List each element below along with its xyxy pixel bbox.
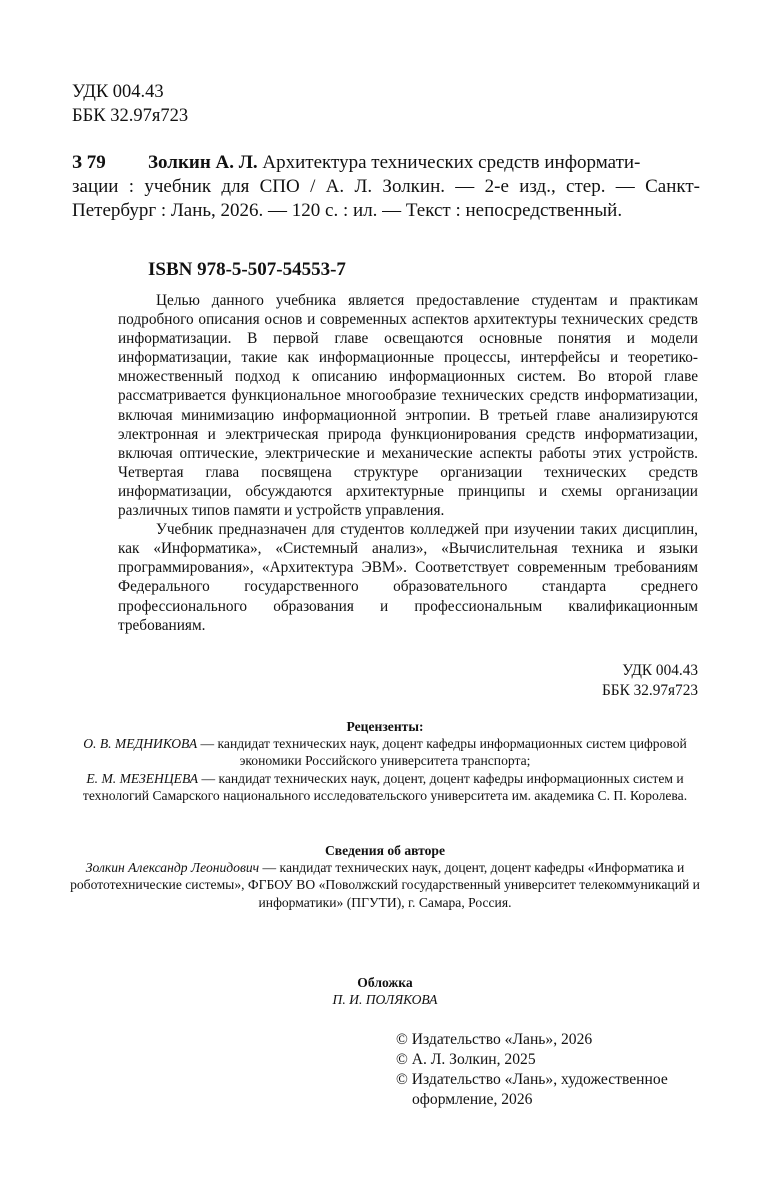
reviewers-section [60, 718, 710, 804]
author-info-heading: Сведения об авторе [324, 843, 446, 858]
udk-header [72, 80, 188, 128]
annotation-paragraph-2: Учебник предназначен для студентов колледжей при изучении таких дисциплин, как «Информатика», «Системный анализ», «Вычислительная техника и языки программирования», «Архитектура ЭВМ». Соответствует современным требованиям Федерального государственного образовательного стандарта среднего профессионального образования и профессиональным квалификационным требованиям. [118, 521, 698, 634]
author-info-section [60, 842, 710, 911]
copyright-line: © А. Л. Золкин, 2025 [396, 1051, 536, 1068]
reviewer-2-name: Е. М. МЕЗЕНЦЕВА [86, 770, 199, 786]
title-continuation: зации : учебник для СПО / А. Л. Золкин. — 2-е изд., стер. — Санкт-Петербург : Лань, 2026. — 120 с. : ил. — Текст : непосредственный. [72, 176, 700, 221]
author-full-name: Золкин Александр Леонидович [85, 860, 260, 876]
isbn: ISBN 978-5-507-54553-7 [148, 259, 346, 280]
bibliographic-record [72, 151, 700, 223]
annotation [118, 291, 698, 635]
udk-code: УДК 004.43 [72, 82, 164, 102]
reviewer-1-text: — кандидат технических наук, доцент кафедры информационных систем цифровой экономики Российского университета транспорта; [197, 736, 687, 769]
udk-code-right: УДК 004.43 [622, 662, 698, 679]
cover-section [60, 974, 710, 1008]
author-name: Золкин А. Л. [148, 152, 258, 173]
udk-footer [602, 661, 698, 700]
author-mark: З 79 [72, 152, 106, 173]
cover-designer: П. И. ПОЛЯКОВА [332, 992, 438, 1008]
cover-heading: Обложка [357, 975, 413, 990]
reviewer-2-text: — кандидат технических наук, доцент, доцент кафедры информационных систем и технологий Самарского национального исследовательского университета им. академика С. П. Королева. [82, 770, 688, 803]
bbk-code: ББК 32.97я723 [72, 106, 189, 126]
reviewers-heading: Рецензенты: [346, 719, 424, 734]
reviewer-1-name: О. В. МЕДНИКОВА [83, 736, 198, 752]
copyright-line: © Издательство «Лань», художественное оформление, 2026 [396, 1071, 668, 1108]
annotation-paragraph-1: Целью данного учебника является предоставление студентам и практикам подробного описания основ и современных аспектов архитектуры технических средств информатизации. В первой главе освещаются основные понятия и модели информатизации, такие как информационные процессы, интерфейсы и теоретико-множественный подход к описанию информационных систем. Во второй главе рассматривается функциональное многообразие технических средств информатизации, включая минимизацию информационной энтропии. В третьей главе анализируются электронная и электрическая природа функционирования средств информатизации, включая оптические, электрические и механические аспекты работы этих устройств. Четвертая глава посвящена структуре организации технических средств информатизации, обсуждаются архитектурные принципы и схемы организации различных типов памяти и устройств управления. [118, 292, 698, 520]
title-start: Архитектура технических средств информати- [257, 152, 641, 173]
copyright-line: © Издательство «Лань», 2026 [396, 1031, 593, 1048]
author-info-text: — кандидат технических наук, доцент, доцент кафедры «Информатика и робототехнические системы», ФГБОУ ВО «Поволжский государственный университет телекоммуникаций и информатики» (ПГУТИ), г. Самара, Россия. [70, 860, 700, 910]
copyright-block [396, 1030, 706, 1110]
bbk-code-right: ББК 32.97я723 [602, 681, 698, 699]
author-info [60, 859, 710, 911]
reviewer-1 [60, 735, 710, 769]
reviewer-2 [60, 770, 710, 804]
